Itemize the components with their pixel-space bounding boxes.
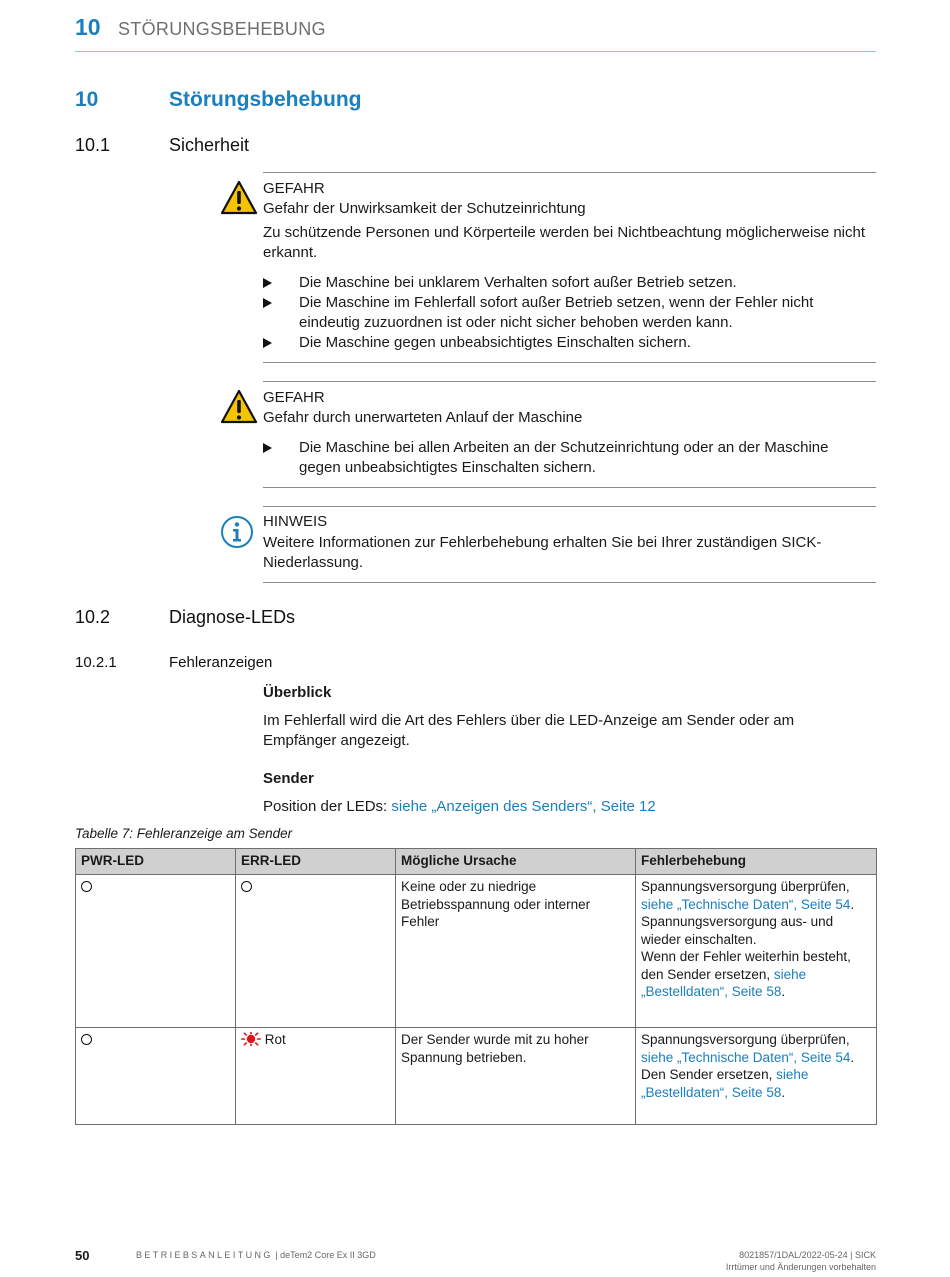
fault-table [75,848,877,1125]
header-chapter-title: STÖRUNGSBEHEBUNG [118,19,326,39]
table-row [76,1028,877,1125]
list-item: Die Maschine bei unklarem Verhalten sofort außer Betrieb setzen. [263,273,873,293]
footer-page-number: 50 [75,1248,90,1263]
err-led-label: Rot [264,1032,286,1047]
bullet-arrow-icon [263,278,272,288]
footer-document: BETRIEBSANLEITUNG | deTem2 Core Ex II 3GD [136,1250,376,1260]
subsection-number: 10.2 [75,607,111,627]
warning-triangle-icon [220,389,258,424]
footer-doc-id: 8021857/1DAL/2022-05-24 | SICK [739,1250,876,1260]
subsection-number: 10.1 [75,135,111,155]
overview-heading: Überblick [263,684,332,701]
danger1-bullet-list [263,273,873,353]
bullet-arrow-icon [263,338,272,348]
led-off-icon [241,881,252,892]
subsubsection-title: Fehleranzeigen [169,654,273,671]
table-header-row [76,849,877,875]
subsubsection-number: 10.2.1 [75,654,117,671]
header-rule [75,51,876,52]
danger1-bottom-rule [263,362,876,363]
overview-text: Im Fehlerfall wird die Art des Fehlers über die LED-Anzeige am Sender oder am Empfänger angezeigt. [263,712,795,749]
sender-position-line: Position der LEDs: siehe „Anzeigen des Senders“, Seite 12 [263,798,656,815]
footer-disclaimer: Irrtümer und Änderungen vorbehalten [725,1262,876,1272]
bullet-arrow-icon [263,443,272,453]
link-order-data[interactable]: siehe „Bestelldaten“, Seite 58 [641,966,807,999]
list-item: Die Maschine bei allen Arbeiten an der Schutzeinrichtung oder an der Maschine gegen unbeabsichtigtes Einschalten sichern. [263,438,873,478]
notice-text: Weitere Informationen zur Fehlerbehebung erhalten Sie bei Ihrer zuständigen SICK-Niederlassung. [263,534,822,571]
danger1-top-rule [263,172,876,173]
footer-doc-type: BETRIEBSANLEITUNG [136,1250,273,1260]
table-row [76,875,877,1028]
pwr-led-cell [76,875,236,1028]
column-header-err-led: ERR-LED [236,849,396,875]
danger1-subtitle: Gefahr der Unwirksamkeit der Schutzeinrichtung [263,200,586,217]
pwr-led-cell [76,1028,236,1125]
info-circle-icon [220,515,254,549]
column-header-cause: Mögliche Ursache [396,849,636,875]
danger1-signal-word: GEFAHR [263,180,325,197]
section-number: 10 [75,88,99,111]
link-order-data[interactable]: siehe „Bestelldaten“, Seite 58 [641,1067,809,1100]
column-header-pwr-led: PWR-LED [76,849,236,875]
header-chapter-number: 10 [75,14,101,40]
sender-heading: Sender [263,770,314,787]
danger2-subtitle: Gefahr durch unerwarteten Anlauf der Maschine [263,409,583,426]
cause-cell: Keine oder zu niedrige Betriebsspannung oder interner Fehler [396,875,636,1028]
danger1-text: Zu schützende Personen und Körperteile werden bei Nichtbeachtung möglicherweise nicht erkannt. [263,224,866,261]
bullet-arrow-icon [263,298,272,308]
notice-top-rule [263,506,876,507]
footer-right [726,1249,876,1273]
err-led-cell [236,875,396,1028]
section-title: Störungsbehebung [169,88,362,111]
danger2-bullet-list [263,438,873,478]
list-item: Die Maschine im Fehlerfall sofort außer Betrieb setzen, wenn der Fehler nicht eindeutig zuzuordnen ist oder nicht sicher behoben werden kann. [263,293,873,333]
led-off-icon [81,1034,92,1045]
danger2-bottom-rule [263,487,876,488]
column-header-fix: Fehlerbehebung [636,849,877,875]
err-led-cell [236,1028,396,1125]
notice-signal-word: HINWEIS [263,513,328,530]
danger2-signal-word: GEFAHR [263,389,325,406]
list-item: Die Maschine gegen unbeabsichtigtes Einschalten sichern. [263,333,873,353]
warning-triangle-icon [220,180,258,215]
subsection-title: Sicherheit [169,135,250,155]
notice-bottom-rule [263,582,876,583]
link-sender-indicators[interactable]: siehe „Anzeigen des Senders“, Seite 12 [391,798,656,815]
fix-cell: Spannungsversorgung überprüfen, siehe „Technische Daten“, Seite 54. Spannungsversorgung aus- und wieder einschalten. Wenn der Fehler weiterhin besteht, den Sender ersetzen, siehe „Bestelldaten“, Seite 58. [636,875,877,1028]
fix-cell: Spannungsversorgung überprüfen, siehe „Technische Daten“, Seite 54. Den Sender ersetzen, siehe „Bestelldaten“, Seite 58. [636,1028,877,1125]
led-red-flashing-icon [241,1032,261,1046]
table-caption: Tabelle 7: Fehleranzeige am Sender [75,826,293,841]
danger2-top-rule [263,381,876,382]
subsection-title: Diagnose-LEDs [169,607,296,627]
link-technical-data[interactable]: siehe „Technische Daten“, Seite 54 [641,896,851,912]
led-off-icon [81,881,92,892]
link-technical-data[interactable]: siehe „Technische Daten“, Seite 54 [641,1049,851,1065]
footer-product: deTem2 Core Ex II 3GD [280,1250,376,1260]
cause-cell: Der Sender wurde mit zu hoher Spannung betrieben. [396,1028,636,1125]
